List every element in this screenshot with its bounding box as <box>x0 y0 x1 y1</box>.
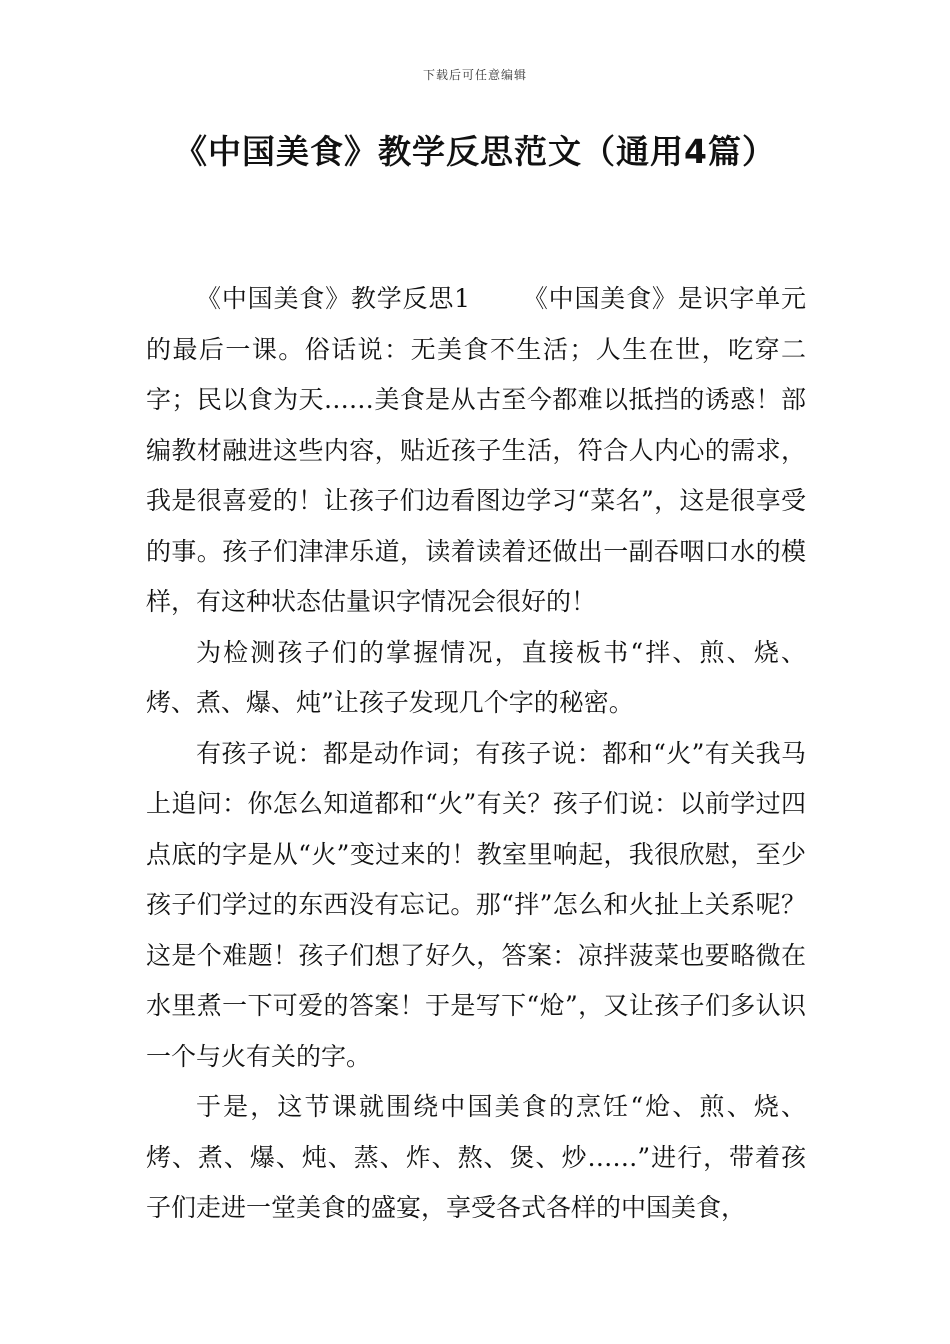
paragraph-1 <box>146 274 806 628</box>
section-heading: 《中国美食》教学反思1 <box>196 284 471 313</box>
document-body <box>146 274 806 1234</box>
paragraph-4: 于是，这节课就围绕中国美食的烹饪“炝、煎、烧、烤、煮、爆、炖、蒸、炸、熬、煲、炒……”进行，带着孩子们走进一堂美食的盛宴，享受各式各样的中国美食， <box>146 1092 806 1222</box>
paragraph-3: 有孩子说：都是动作词；有孩子说：都和“火”有关我马上追问：你怎么知道都和“火”有关？孩子们说：以前学过四点底的字是从“火”变过来的！教室里响起，我很欣慰，至少孩子们学过的东西没有忘记。那“拌”怎么和火扯上关系呢？这是个难题！孩子们想了好久，答案：凉拌菠菜也要略微在水里煮一下可爱的答案！于是写下“炝”，又让孩子们多认识一个与火有关的字。 <box>146 738 806 1071</box>
paragraph-1-text: 《中国美食》是识字单元的最后一课。俗话说：无美食不生活；人生在世，吃穿二字；民以食为天……美食是从古至今都难以抵挡的诱惑！部编教材融进这些内容，贴近孩子生活，符合人内心的需求，我是很喜爱的！让孩子们边看图边学习“菜名”，这是很享受的事。孩子们津津乐道，读着读着还做出一副吞咽口水的模样，有这种状态估量识字情况会很好的！ <box>146 284 806 616</box>
header-note: 下载后可任意编辑 <box>422 68 527 82</box>
document-title: 《中国美食》教学反思范文（通用4篇） <box>174 132 776 171</box>
paragraph-2: 为检测孩子们的掌握情况，直接板书“拌、煎、烧、烤、煮、爆、炖”让孩子发现几个字的秘密。 <box>146 637 806 717</box>
